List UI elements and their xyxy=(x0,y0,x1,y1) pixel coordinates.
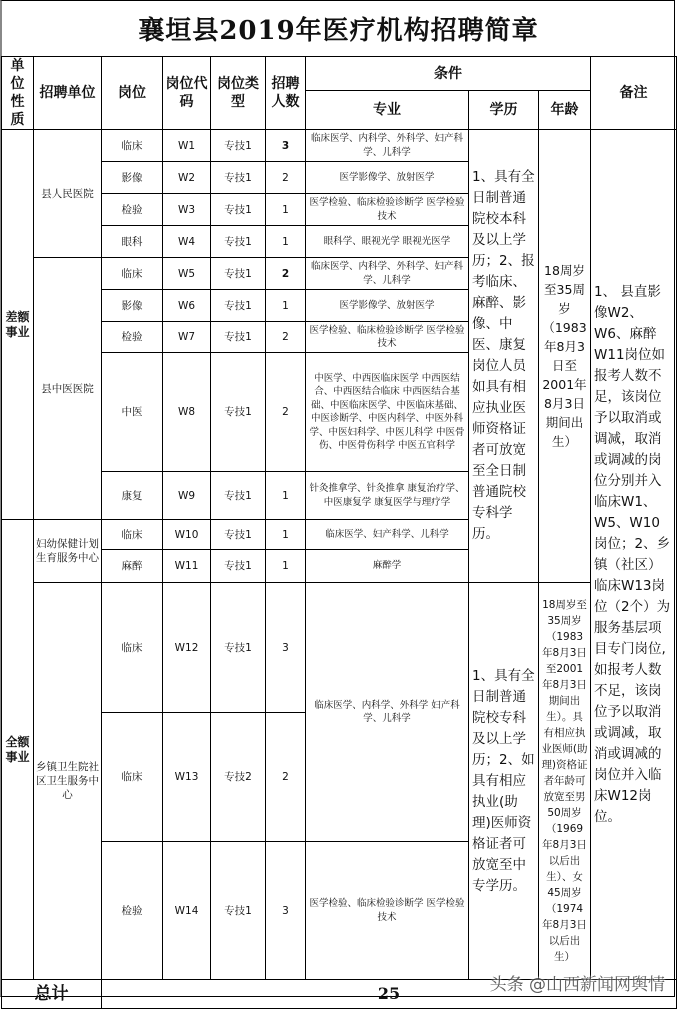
type-cell: 专技1 xyxy=(211,290,266,322)
position-cell: 临床 xyxy=(102,130,163,162)
nature-group-cell: 差额事业 xyxy=(2,130,34,520)
count-cell: 1 xyxy=(266,226,306,258)
major-cell: 眼科学、眼视光学 眼视光医学 xyxy=(306,226,469,258)
major-cell: 医学检验、临床检验诊断学 医学检验技术 xyxy=(306,194,469,226)
position-cell: 临床 xyxy=(102,258,163,290)
code-cell: W10 xyxy=(163,520,211,550)
major-cell: 医学影像学、放射医学 xyxy=(306,162,469,194)
education-cell: 1、具有全日制普通院校专科及以上学历；2、如具有相应执业(助理)医师资格证者可放宽至中专学历。 xyxy=(469,583,539,980)
header-nature: 单位性质 xyxy=(2,57,34,130)
position-cell: 麻醉 xyxy=(102,550,163,583)
type-cell: 专技1 xyxy=(211,162,266,194)
code-cell: W1 xyxy=(163,130,211,162)
code-cell: W9 xyxy=(163,472,211,520)
count-cell: 3 xyxy=(266,842,306,980)
position-cell: 影像 xyxy=(102,290,163,322)
header-unit: 招聘单位 xyxy=(34,57,102,130)
type-cell: 专技2 xyxy=(211,713,266,842)
total-value: 25 xyxy=(102,980,677,1009)
type-cell: 专技1 xyxy=(211,226,266,258)
position-cell: 临床 xyxy=(102,520,163,550)
code-cell: W14 xyxy=(163,842,211,980)
code-cell: W6 xyxy=(163,290,211,322)
header-remarks: 备注 xyxy=(591,57,677,130)
count-cell: 3 xyxy=(266,130,306,162)
major-cell: 医学影像学、放射医学 xyxy=(306,290,469,322)
code-cell: W7 xyxy=(163,322,211,353)
major-cell: 临床医学、内科学、外科学 妇产科学、儿科学 xyxy=(306,583,469,842)
major-cell: 医学检验、临床检验诊断学 医学检验技术 xyxy=(306,842,469,980)
position-cell: 眼科 xyxy=(102,226,163,258)
count-cell: 1 xyxy=(266,550,306,583)
header-major: 专业 xyxy=(306,91,469,130)
count-cell: 2 xyxy=(266,258,306,290)
type-cell: 专技1 xyxy=(211,520,266,550)
position-cell: 检验 xyxy=(102,194,163,226)
count-cell: 2 xyxy=(266,713,306,842)
total-label: 总计 xyxy=(2,980,102,1009)
type-cell: 专技1 xyxy=(211,353,266,472)
position-cell: 影像 xyxy=(102,162,163,194)
type-cell: 专技1 xyxy=(211,322,266,353)
unit-cell: 乡镇卫生院社区卫生服务中心 xyxy=(34,583,102,980)
age-cell: 18周岁至35周岁（1983年8月3日至2001年8月3日期间出生）。具有相应执业医师(助理)资格证者年龄可放宽至男50周岁（1969年8月3日以后出生）、女45周岁（1974年8月3日以后出生） xyxy=(539,583,591,980)
code-cell: W12 xyxy=(163,583,211,713)
type-cell: 专技1 xyxy=(211,130,266,162)
nature-group-cell: 全额事业 xyxy=(2,520,34,980)
position-cell: 检验 xyxy=(102,842,163,980)
major-cell: 临床医学、内科学、外科学、妇产科学、儿科学 xyxy=(306,130,469,162)
code-cell: W13 xyxy=(163,713,211,842)
position-cell: 中医 xyxy=(102,353,163,472)
table-row xyxy=(2,130,677,162)
count-cell: 2 xyxy=(266,322,306,353)
major-cell: 针灸推拿学、针灸推拿 康复治疗学、中医康复学 康复医学与理疗学 xyxy=(306,472,469,520)
header-count: 招聘人数 xyxy=(266,57,306,130)
unit-cell: 县人民医院 xyxy=(34,130,102,258)
count-cell: 2 xyxy=(266,353,306,472)
page-title: 襄垣县2019年医疗机构招聘简章 xyxy=(138,15,539,46)
position-cell: 临床 xyxy=(102,713,163,842)
education-cell: 1、具有全日制普通院校本科及以上学历；2、报考临床、麻醉、影像、中医、康复岗位人员如具有相应执业医师资格证者可放宽至全日制普通院校专科学历。 xyxy=(469,130,539,583)
header-education: 学历 xyxy=(469,91,539,130)
code-cell: W11 xyxy=(163,550,211,583)
type-cell: 专技1 xyxy=(211,194,266,226)
watermark: 头条 @山西新闻网舆情 xyxy=(489,975,665,995)
count-cell: 1 xyxy=(266,520,306,550)
unit-cell: 县中医医院 xyxy=(34,258,102,520)
position-cell: 康复 xyxy=(102,472,163,520)
count-cell: 2 xyxy=(266,162,306,194)
type-cell: 专技1 xyxy=(211,472,266,520)
major-cell: 临床医学、妇产科学、儿科学 xyxy=(306,520,469,550)
type-cell: 专技1 xyxy=(211,842,266,980)
count-cell: 1 xyxy=(266,194,306,226)
code-cell: W3 xyxy=(163,194,211,226)
position-cell: 临床 xyxy=(102,583,163,713)
type-cell: 专技1 xyxy=(211,258,266,290)
type-cell: 专技1 xyxy=(211,550,266,583)
header-age: 年龄 xyxy=(539,91,591,130)
code-cell: W4 xyxy=(163,226,211,258)
major-cell: 临床医学、内科学、外科学、妇产科学、儿科学 xyxy=(306,258,469,290)
unit-cell: 妇幼保健计划生育服务中心 xyxy=(34,520,102,583)
type-cell: 专技1 xyxy=(211,583,266,713)
major-cell: 中医学、中西医临床医学 中西医结合、中西医结合临床 中西医结合基础、中医临床医学、中医临床基础、中医诊断学、中医内科学、中医外科学、中医妇科学、中医儿科学 中医骨伤、中医骨伤科学 中医五官科学 xyxy=(306,353,469,472)
count-cell: 1 xyxy=(266,290,306,322)
count-cell: 3 xyxy=(266,583,306,713)
code-cell: W2 xyxy=(163,162,211,194)
position-cell: 检验 xyxy=(102,322,163,353)
major-cell: 麻醉学 xyxy=(306,550,469,583)
count-cell: 1 xyxy=(266,472,306,520)
recruitment-table xyxy=(1,56,677,1009)
header-code: 岗位代码 xyxy=(163,57,211,130)
major-cell: 医学检验、临床检验诊断学 医学检验技术 xyxy=(306,322,469,353)
remarks-cell: 1、 县直影像W2、W6、麻醉W11岗位如报考人数不足，该岗位予以取消或调减，取消或调减的岗位分别并入临床W1、W5、W10岗位；2、乡镇（社区）临床W13岗位（2个）为服务基层项目专门岗位,如报考人数不足，该岗位予以取消或调减，取消或调减的岗位并入临床W12岗位。 xyxy=(591,130,677,980)
code-cell: W5 xyxy=(163,258,211,290)
header-position: 岗位 xyxy=(102,57,163,130)
header-type: 岗位类型 xyxy=(211,57,266,130)
code-cell: W8 xyxy=(163,353,211,472)
age-cell: 18周岁至35周岁（1983年8月3日至2001年8月3日期间出生） xyxy=(539,130,591,583)
table-row xyxy=(2,583,677,713)
header-conditions: 条件 xyxy=(306,57,591,91)
